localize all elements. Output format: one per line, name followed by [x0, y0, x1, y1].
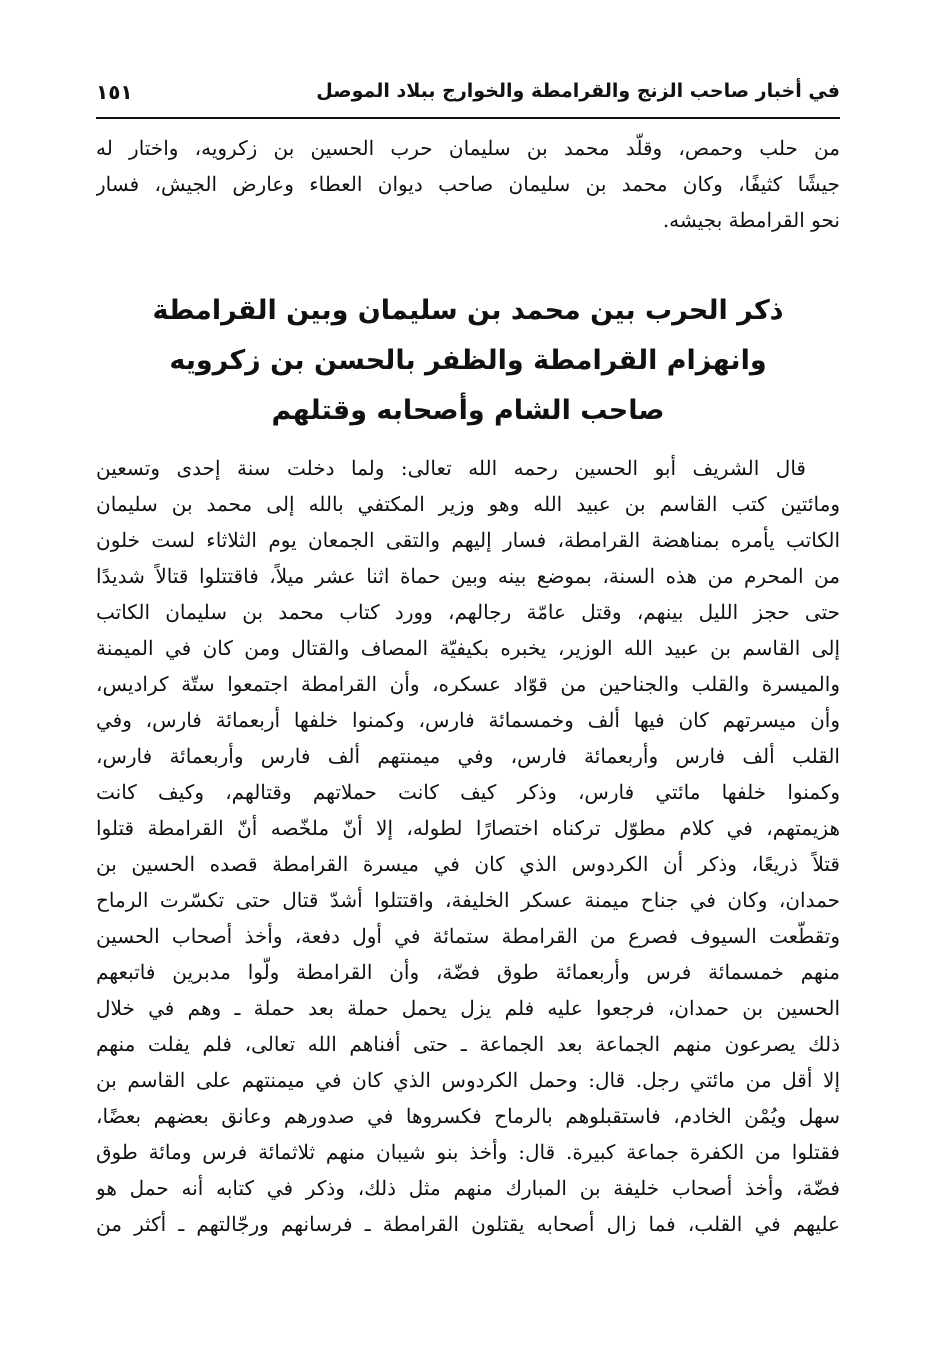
- text-line: فقتلوا من الكفرة جماعة كبيرة. قال: وأخذ بنو شيبان منهم ثلاثمائة فرس ومائة طوق: [96, 1140, 840, 1164]
- text-line: وأن ميسرتهم كان فيها ألف وخمسمائة فارس، وكمنوا خلفها أربعمائة فارس، وفي: [96, 708, 840, 732]
- text-line: وتقطّعت السيوف فصرع من القرامطة ستمائة في أول دفعة، وأخذ أصحاب الحسين: [96, 924, 840, 948]
- text-line: من حلب وحمص، وقلّد محمد بن سليمان حرب الحسين بن زكرويه، واختار له: [96, 136, 840, 160]
- text-line: ذلك يصرعون منهم الجماعة بعد الجماعة ـ حتى أفناهم الله تعالى، فلم يفلت منهم: [96, 1032, 840, 1056]
- intro-paragraph: [96, 130, 840, 238]
- text-line: قتلاً ذريعًا، وذكر أن الكردوس الذي كان في ميسرة القرامطة قصده الحسين بن: [96, 852, 840, 876]
- section-heading: [96, 286, 840, 436]
- running-title: في أخبار صاحب الزنج والقرامطة والخوارج ببلاد الموصل: [316, 80, 840, 102]
- heading-line: وانهزام القرامطة والظفر بالحسن بن زكرويه: [169, 345, 767, 376]
- heading-line: ذكر الحرب بين محمد بن سليمان وبين القرامطة: [152, 295, 784, 326]
- text-line: حمدان، وكان في جناح ميمنة عسكر الخليفة، واقتتلوا أشدّ قتال حتى تكسّرت الرماح: [96, 888, 840, 912]
- page-header: [96, 74, 840, 118]
- text-line: القلب ألف فارس وأربعمائة فارس، وفي ميمنتهم ألف فارس وأربعمائة فارس،: [96, 744, 840, 768]
- body-paragraph: [96, 450, 840, 1242]
- text-line: ومائتين كتب القاسم بن عبيد الله وهو وزير المكتفي بالله إلى محمد بن سليمان: [96, 492, 840, 516]
- text-line: حتى حجز الليل بينهم، وقتل عامّة رجالهم، وورد كتاب محمد بن سليمان الكاتب: [96, 600, 840, 624]
- text-line: سهل ويُمْن الخادم، فاستقبلوهم بالرماح فكسروها في صدورهم وعانق بعضهم بعضًا،: [96, 1104, 840, 1128]
- heading-line: صاحب الشام وأصحابه وقتلهم: [271, 395, 665, 426]
- text-line: هزيمتهم، في كلام مطوّل تركناه اختصارًا لطوله، إلا أنّ ملخّصه أنّ القرامطة قتلوا: [96, 816, 840, 840]
- text-line: من المحرم من هذه السنة، بموضع بينه وبين حماة اثنا عشر ميلاً، فاقتتلوا قتالاً شديدًا: [96, 564, 840, 588]
- text-line: نحو القرامطة بجيشه.: [662, 208, 840, 232]
- text-line: الحسين بن حمدان، فرجعوا عليه فلم يزل يحمل حملة بعد حملة ـ وهم في خلال: [96, 996, 840, 1020]
- text-line: والميسرة والقلب والجناحين من قوّاد عسكره، وأن القرامطة اجتمعوا ستّة كراديس،: [96, 672, 840, 696]
- text-line: إلى القاسم بن عبيد الله الوزير، يخبره بكيفيّة المصاف والقتال ومن كان في الميمنة: [96, 636, 840, 660]
- text-line: فضّة، وأخذ أصحاب خليفة بن المبارك منهم مثل ذلك، وذكر في كتابه أنه حمل هو: [96, 1176, 840, 1200]
- text-line: منهم خمسمائة فرس وأربعمائة طوق فضّة، وأن القرامطة ولّوا مدبرين فاتبعهم: [96, 960, 840, 984]
- text-line: قال الشريف أبو الحسين رحمه الله تعالى: ولما دخلت سنة إحدى وتسعين: [96, 456, 806, 480]
- text-line: وكمنوا خلفها مائتي فارس، وذكر كيف كانت حملاتهم وقتالهم، وكيف كانت: [96, 780, 840, 804]
- text-line: الكاتب يأمره بمناهضة القرامطة، فسار إليهم والتقى الجمعان يوم الثلاثاء لست خلون: [96, 528, 840, 552]
- page-number: ١٥١: [96, 80, 133, 104]
- text-line: عليهم في القلب، فما زال أصحابه يقتلون القرامطة ـ فرسانهم ورجّالتهم ـ أكثر من: [96, 1212, 840, 1236]
- text-line: إلا أقل من مائتي رجل. قال: وحمل الكردوس الذي كان في ميمنتهم على القاسم بن: [96, 1068, 840, 1092]
- header-rule: [96, 117, 840, 119]
- text-line: جيشًا كثيفًا، وكان محمد بن سليمان صاحب ديوان العطاء وعارض الجيش، فسار: [96, 172, 840, 196]
